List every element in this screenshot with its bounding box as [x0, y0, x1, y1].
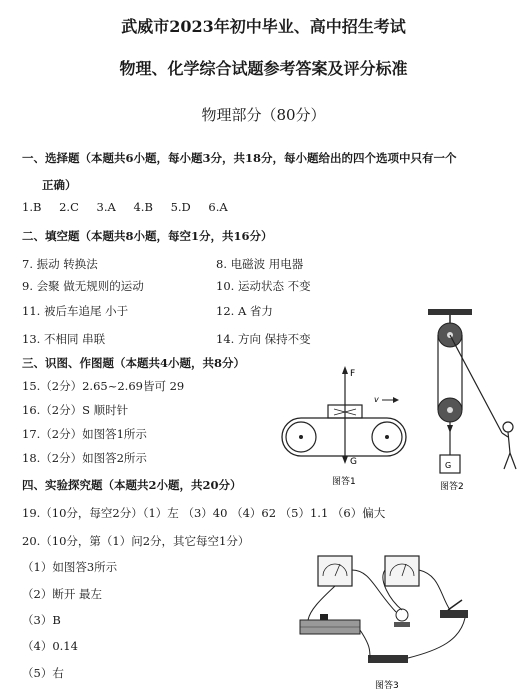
answer-q13: 13. 不相同 串联: [22, 332, 106, 346]
answer-q10: 10. 运动状态 不变: [216, 279, 311, 293]
section2-heading: 二、填空题（本题共8小题，每空1分，共16分）: [22, 229, 273, 243]
label-g: G: [350, 457, 357, 467]
ammeter: [318, 556, 352, 586]
answer-q12: 12. A 省力: [216, 304, 273, 318]
force-f-arrow: [342, 366, 348, 374]
wire-5: [360, 630, 370, 658]
rope-arrow: [447, 425, 453, 433]
answer-q11: 11. 被后车追尾 小于: [22, 304, 129, 318]
answer-5: 5.D: [170, 200, 191, 214]
person-head: [503, 422, 513, 432]
figure-2-caption: 图答2: [440, 482, 464, 492]
answer-q20-2: （2）断开 最左: [22, 587, 102, 601]
part-heading: 物理部分（80分）: [201, 106, 326, 124]
figure-3-circuit: [290, 550, 500, 692]
exam-subtitle: 物理、化学综合试题参考答案及评分标准: [119, 59, 408, 78]
person-leg-right: [510, 453, 516, 469]
bulb: [396, 609, 408, 621]
section1-heading-cont: 正确）: [42, 178, 77, 192]
answer-1: 1.B: [22, 200, 42, 214]
switch: [440, 610, 468, 618]
figure-3-caption: 图答3: [375, 681, 399, 691]
figure-1-caption: 图答1: [332, 477, 356, 487]
switch-lever: [448, 600, 462, 610]
velocity-arrowhead: [393, 397, 399, 403]
battery: [368, 655, 408, 663]
label-v: v: [374, 395, 379, 404]
section3-heading: 三、识图、作图题（本题共4小题，共8分）: [22, 356, 246, 370]
weight-label: G: [445, 461, 452, 470]
answer-q14: 14. 方向 保持不变: [216, 332, 311, 346]
movable-pulley-axle: [447, 407, 453, 413]
figure-2-pulley: [420, 305, 525, 495]
answer-q19: 19.（10分，每空2分）（1）左 （3）40 （4）62 （5）1.1 （6）偏大: [22, 506, 386, 520]
answer-q20-4: （4）0.14: [22, 639, 78, 653]
right-roller-axle: [385, 435, 389, 439]
answer-q15: 15.（2分）2.65~2.69皆可 29: [22, 379, 185, 393]
answer-q20: 20.（10分，第（1）问2分，其它每空1分）: [22, 534, 250, 548]
rheostat-slider: [320, 614, 328, 620]
answer-4: 4.B: [133, 200, 153, 214]
section4-heading: 四、实验探究题（本题共2小题，共20分）: [22, 478, 242, 492]
answer-q16: 16.（2分）S 顺时针: [22, 403, 129, 417]
ceiling: [428, 309, 472, 315]
answer-q18: 18.（2分）如图答2所示: [22, 451, 147, 465]
label-f: F: [350, 369, 356, 379]
bulb-base: [394, 622, 410, 627]
wire-6: [408, 618, 465, 658]
answer-q7: 7. 振动 转换法: [22, 257, 98, 271]
person-leg-left: [504, 453, 510, 469]
answer-3: 3.A: [96, 200, 116, 214]
section1-answers: [22, 200, 228, 214]
answer-q20-3: （3）B: [22, 613, 61, 627]
person-body: [508, 432, 510, 453]
answer-2: 2.C: [59, 200, 79, 214]
answer-q20-5: （5）右: [22, 666, 64, 680]
left-roller-axle: [299, 435, 303, 439]
answer-6: 6.A: [208, 200, 228, 214]
answer-q20-1: （1）如图答3所示: [22, 560, 118, 574]
voltmeter: [385, 556, 419, 586]
exam-title: 武威市2023年初中毕业、高中招生考试: [121, 17, 406, 36]
wire-3: [419, 570, 450, 610]
answer-q9: 9. 会聚 做无规则的运动: [22, 279, 144, 293]
figure-1-conveyor: [270, 360, 420, 490]
answer-q8: 8. 电磁波 用电器: [216, 257, 304, 271]
person-arm: [502, 433, 508, 437]
section1-heading: 一、选择题（本题共6小题，每小题3分，共18分，每小题给出的四个选项中只有一个: [22, 151, 457, 165]
force-g-arrow: [342, 456, 348, 464]
answer-q17: 17.（2分）如图答1所示: [22, 427, 147, 441]
